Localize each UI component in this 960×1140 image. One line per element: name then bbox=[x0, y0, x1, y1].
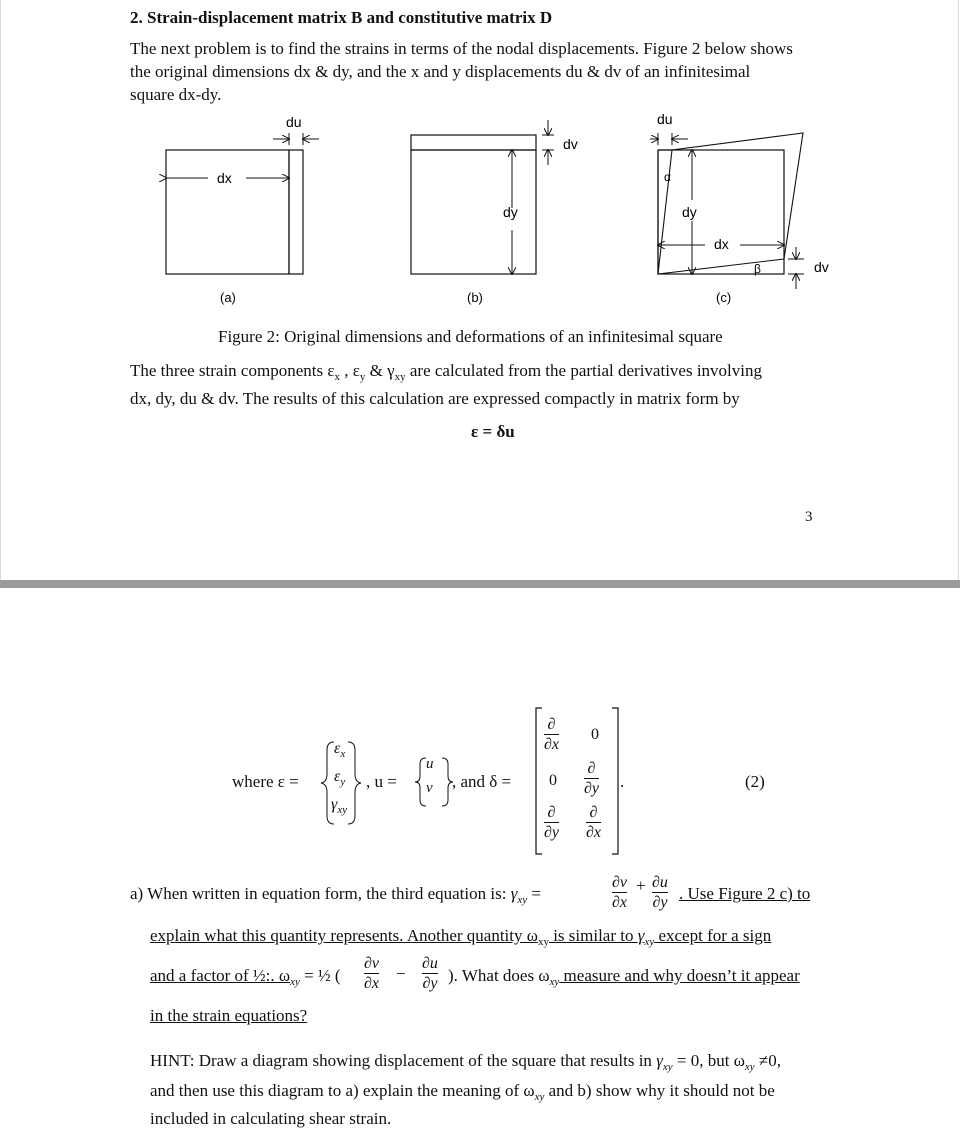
label-dy-b: dy bbox=[503, 204, 518, 220]
label-dv-c: dv bbox=[814, 259, 829, 275]
label-beta: β bbox=[754, 262, 761, 276]
page-number: 3 bbox=[805, 509, 813, 525]
matrix-d-dy-2: ∂ ∂y bbox=[544, 804, 560, 841]
label-dy-c: dy bbox=[682, 204, 697, 220]
matrix-d-dx-2: ∂ ∂x bbox=[586, 804, 602, 841]
matrix-d-dy: ∂ ∂y bbox=[584, 760, 600, 797]
frac-du-dy: ∂u ∂y bbox=[652, 874, 668, 911]
question-a-line-1: a) When written in equation form, the third equation is: $\gamma_{xy}$ = bbox=[130, 884, 541, 906]
question-a-line-4: in the strain equations? bbox=[150, 1006, 308, 1025]
page-divider bbox=[0, 580, 960, 588]
frac-dv-dx: ∂v ∂x bbox=[612, 874, 628, 911]
figure-caption: Figure 2: Original dimensions and deformations of an infinitesimal square bbox=[218, 327, 723, 346]
label-dv-b: dv bbox=[563, 136, 578, 152]
question-a-line-1-end: . Use Figure 2 c) to bbox=[679, 884, 811, 903]
vec-v: v bbox=[426, 780, 433, 796]
eq2-where: where ε = bbox=[232, 772, 299, 791]
label-dx-a: dx bbox=[217, 170, 232, 186]
intro-line-3: square dx-dy. bbox=[130, 85, 222, 104]
minus-sign: − bbox=[396, 964, 406, 983]
figure-panel-b bbox=[411, 120, 578, 305]
eq2-period: . bbox=[620, 772, 625, 791]
hint-line-1: HINT: Draw a diagram showing displacement of the square that results in $\gamma_{xy} = 0$, but $\omega_{xy} \ne 0$, bbox=[150, 1051, 782, 1073]
label-du-a: du bbox=[286, 114, 302, 130]
figure-panel-a bbox=[166, 114, 319, 305]
main-equation: ε = δu bbox=[471, 422, 515, 441]
frac-du-dy-2: ∂u ∂y bbox=[422, 955, 438, 992]
question-a-line-3b: ). What does $\omega_{xy}$ measure and why doesn’t it appear bbox=[448, 966, 800, 988]
eq2-and-delta: , and δ = bbox=[452, 772, 512, 791]
label-dx-c: dx bbox=[714, 236, 729, 252]
label-alpha: α bbox=[664, 170, 671, 184]
question-a-line-2: explain what this quantity represents. Another quantity $\omega_{xy}$ is similar to $\gamma_{xy}$ except for a sign bbox=[150, 926, 772, 948]
section-heading: 2. Strain-displacement matrix B and constitutive matrix D bbox=[130, 8, 553, 27]
question-a-line-3a: and a factor of ½:. $\omega_{xy}$ = ½ ( bbox=[150, 966, 341, 988]
intro-line-2: the original dimensions dx & dy, and the x and y displacements du & dv of an infinitesimal bbox=[130, 62, 751, 81]
eq2-u-equals: , u = bbox=[366, 772, 397, 791]
label-du-c: du bbox=[657, 111, 673, 127]
matrix-zero-1: 0 bbox=[591, 726, 599, 743]
panel-label-b: (b) bbox=[467, 290, 483, 305]
displacement-vector bbox=[414, 754, 454, 810]
equation-number: (2) bbox=[745, 772, 765, 791]
hint-line-2: and then use this diagram to a) explain the meaning of $\omega_{xy}$ and b) show why it should not be bbox=[150, 1081, 775, 1103]
eps-y: $\varepsilon_y$ bbox=[334, 768, 346, 788]
figure-panel-c bbox=[650, 111, 829, 305]
strain-line-1: The three strain components $\varepsilon_x$ , $\varepsilon_y$ & $\gamma_{xy}$ are calculated from the partial derivatives involving bbox=[130, 361, 762, 383]
frac-dv-dx-2: ∂v ∂x bbox=[364, 955, 380, 992]
panel-label-c: (c) bbox=[716, 290, 732, 305]
hint-line-3: included in calculating shear strain. bbox=[150, 1109, 392, 1128]
gamma-xy: $\gamma_{xy}$ bbox=[331, 796, 348, 816]
panel-label-a: (a) bbox=[220, 290, 236, 305]
strain-line-2: dx, dy, du & dv. The results of this calculation are expressed compactly in matrix form by bbox=[130, 389, 740, 408]
plus-sign: + bbox=[636, 876, 646, 895]
vec-u: u bbox=[426, 756, 434, 772]
intro-line-1: The next problem is to find the strains in terms of the nodal displacements. Figure 2 below shows bbox=[130, 39, 793, 58]
figure-2 bbox=[0, 105, 960, 315]
matrix-d-dx: ∂ ∂x bbox=[544, 716, 560, 753]
eps-x: $\varepsilon_x$ bbox=[334, 740, 346, 760]
matrix-zero-2: 0 bbox=[549, 772, 557, 789]
